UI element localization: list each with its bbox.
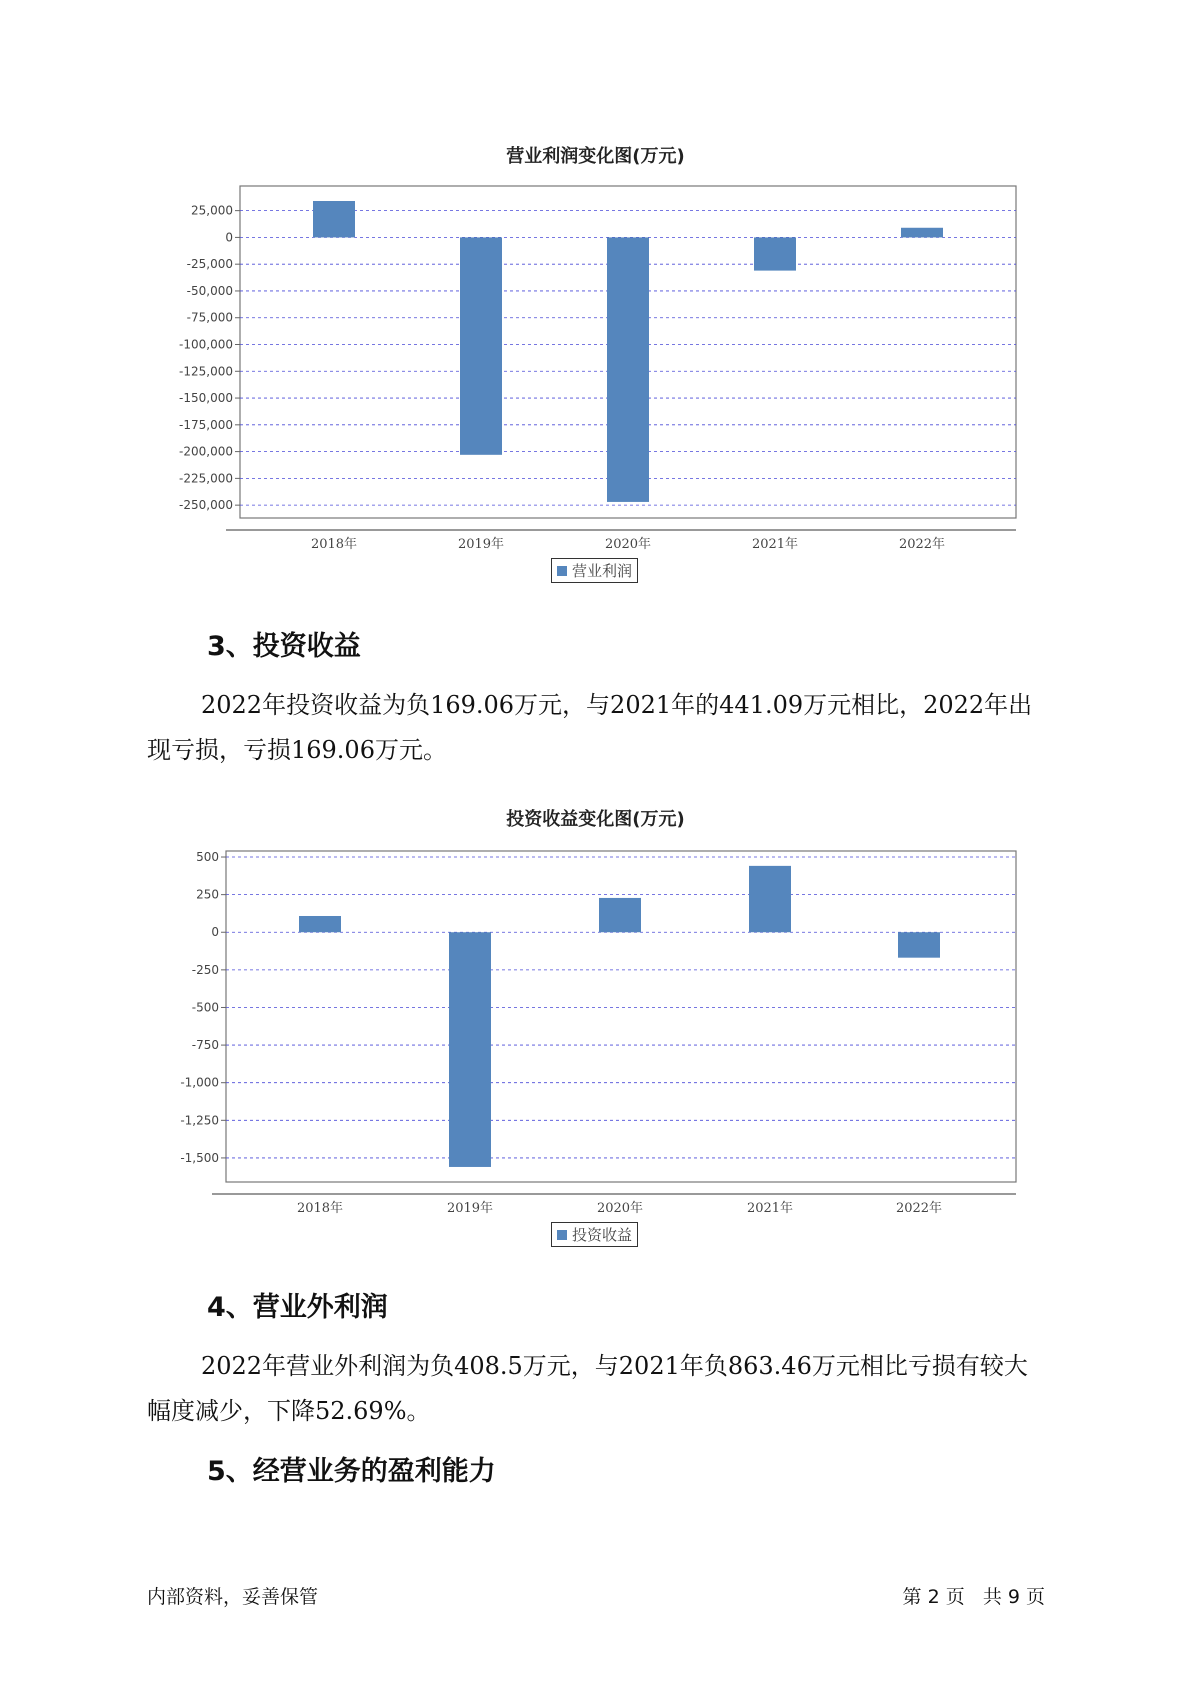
- chart-2-title: 投资收益变化图(万元): [506, 809, 685, 830]
- y-tick-label: -1,500: [180, 1150, 219, 1165]
- bar: [449, 932, 491, 1167]
- y-tick-label: -175,000: [179, 417, 233, 432]
- y-tick-label: -750: [191, 1038, 219, 1053]
- chart-1-title: 营业利润变化图(万元): [506, 146, 685, 167]
- y-tick-label: -100,000: [179, 337, 233, 352]
- x-tick-label: 2021年: [751, 537, 799, 552]
- y-tick-label: -200,000: [179, 444, 233, 459]
- y-tick-label: -125,000: [179, 364, 233, 379]
- section-4-heading: 4、营业外利润: [207, 1292, 388, 1323]
- legend-label: 营业利润: [572, 562, 633, 580]
- section-5-heading: 5、经营业务的盈利能力: [207, 1456, 496, 1487]
- x-tick-label: 2018年: [310, 537, 358, 552]
- x-tick-label: 2019年: [446, 1201, 494, 1216]
- y-tick-label: 250: [196, 887, 219, 902]
- x-tick-label: 2020年: [596, 1201, 644, 1216]
- y-tick-label: 0: [225, 230, 233, 245]
- y-tick-label: -250,000: [179, 498, 233, 513]
- bar: [749, 866, 791, 932]
- section-3-heading: 3、投资收益: [207, 631, 361, 662]
- x-tick-label: 2021年: [746, 1201, 794, 1216]
- y-tick-label: -1,250: [180, 1113, 219, 1128]
- y-tick-label: -150,000: [179, 391, 233, 406]
- y-tick-label: -75,000: [186, 310, 233, 325]
- section-3-paragraph: 2022年投资收益为负169.06万元，与2021年的441.09万元相比，2022年出现亏损，亏损169.06万元。: [147, 691, 1033, 764]
- section-4-paragraph: 2022年营业外利润为负408.5万元，与2021年负863.46万元相比亏损有较大幅度减少，下降52.69%。: [147, 1352, 1028, 1425]
- footer-page-number: 第 2 页 共 9 页: [902, 1586, 1045, 1608]
- bar: [898, 932, 940, 957]
- x-tick-label: 2022年: [895, 1201, 943, 1216]
- y-tick-label: 25,000: [191, 203, 233, 218]
- x-tick-label: 2022年: [898, 537, 946, 552]
- footer-confidential-note: 内部资料，妥善保管: [147, 1586, 319, 1608]
- bar: [599, 898, 641, 932]
- y-tick-label: 0: [211, 925, 219, 940]
- x-tick-label: 2020年: [604, 537, 652, 552]
- y-tick-label: -225,000: [179, 471, 233, 486]
- chart-2-legend: [551, 1222, 638, 1247]
- x-tick-label: 2019年: [457, 537, 505, 552]
- y-tick-label: -500: [191, 1000, 219, 1015]
- y-tick-label: -25,000: [186, 257, 233, 272]
- x-tick-label: 2018年: [296, 1201, 344, 1216]
- y-tick-label: -250: [191, 962, 219, 977]
- legend-label: 投资收益: [572, 1226, 633, 1244]
- y-tick-label: -50,000: [186, 283, 233, 298]
- y-tick-label: 500: [196, 850, 219, 865]
- y-tick-label: -1,000: [180, 1075, 219, 1090]
- legend-swatch: [557, 1230, 567, 1240]
- bar: [299, 916, 341, 932]
